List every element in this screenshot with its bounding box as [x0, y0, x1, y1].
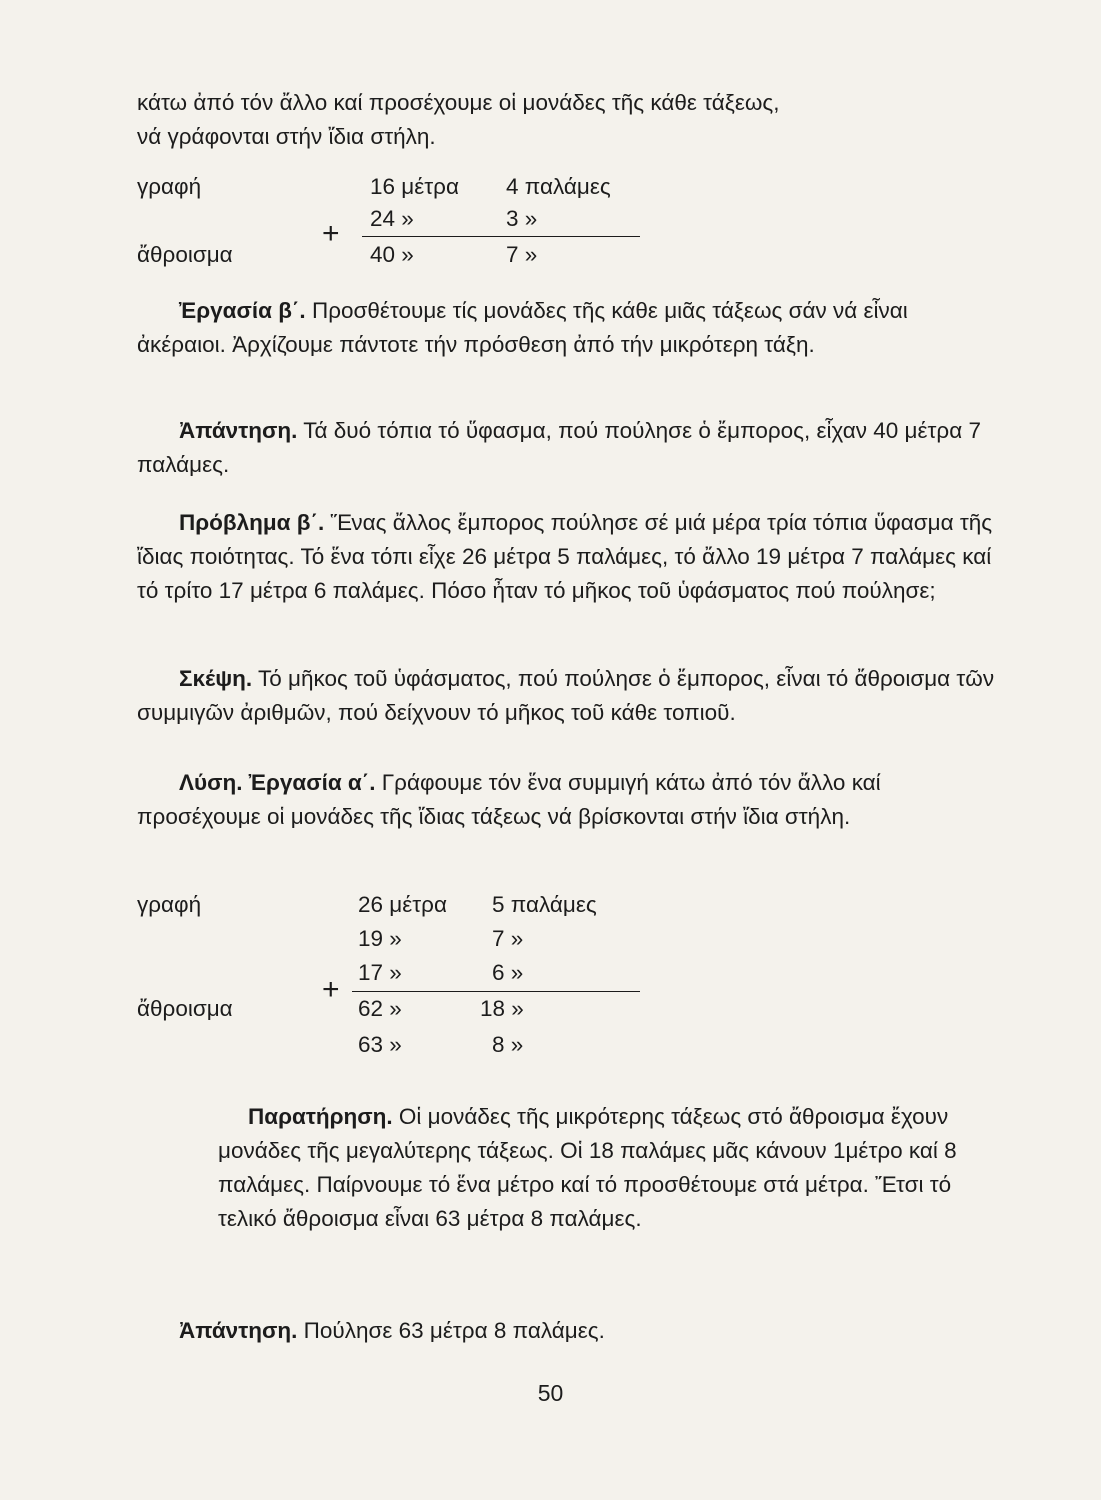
plus-sign: + [322, 217, 340, 250]
label-write-2: γραφή [137, 892, 202, 917]
heading-work-b: Ἐργασία β΄. [179, 298, 306, 323]
page-number: 50 [537, 1380, 564, 1406]
paragraph-solution [137, 766, 997, 834]
sum2-row1-palms: 5 παλάμες [492, 892, 597, 917]
sum-line-2 [352, 991, 640, 992]
sum-line [362, 236, 640, 237]
paragraph-continuation [137, 86, 997, 154]
sum2-row2-meters: 19 » [358, 926, 402, 951]
sum2-partial-palms: 18 » [480, 996, 524, 1021]
sum1-row1-meters: 16 μέτρα [370, 174, 459, 199]
sum2-partial-meters: 62 » [358, 996, 402, 1021]
heading-problem-b: Πρόβλημα β΄. [179, 510, 325, 535]
heading-answer-1: Ἀπάντηση. [179, 418, 298, 443]
text-work-b: Προσθέτουμε τίς μονάδες τῆς κάθε μιᾶς τάξεως σάν νά εἶναι ἀκέραιοι. Ἀρχίζουμε πάντοτε τήν πρόσθεση ἀπό τήν μικρότερη τάξη. [137, 298, 908, 357]
sum2-row1-meters: 26 μέτρα [358, 892, 447, 917]
text-thinking: Τό μῆκος τοῦ ὑφάσματος, πού πούλησε ὁ ἔμπορος, εἶναι τό ἄθροισμα τῶν συμμιγῶν ἀριθμῶν, πού δείχνουν τό μῆκος τοῦ κάθε τοπιοῦ. [137, 666, 995, 725]
heading-answer-2: Ἀπάντηση. [179, 1318, 298, 1343]
sum2-row3-meters: 17 » [358, 960, 402, 985]
paragraph-work-b [137, 294, 997, 362]
sum1-total-palms: 7 » [506, 242, 538, 267]
sum1-row2-palms: 3 » [506, 206, 538, 231]
text-observation: Οἱ μονάδες τῆς μικρότερης τάξεως στό ἄθροισμα ἔχουν μονάδες τῆς μεγαλύτερης τάξεως. Οἱ 18 παλάμες μᾶς κάνουν 1μέτρο καί 8 παλάμες. Παίρνουμε τό ἕνα μέτρο καί τό προσθέτουμε στά μέτρα. Ἔτσι τό τελικό ἄθροισμα εἶναι 63 μέτρα 8 παλάμες. [218, 1104, 957, 1231]
sum2-final-meters: 63 » [358, 1032, 402, 1057]
paragraph-problem-b [137, 506, 997, 608]
sum2-final-palms: 8 » [492, 1032, 524, 1057]
continuation-line-2: νά γράφονται στήν ἴδια στήλη. [137, 124, 436, 149]
paragraph-observation [218, 1100, 996, 1236]
sum1-row2-meters: 24 » [370, 206, 414, 231]
sum2-row3-palms: 6 » [492, 960, 524, 985]
heading-thinking: Σκέψη. [179, 666, 253, 691]
sum2-row2-palms: 7 » [492, 926, 524, 951]
sum1-total-meters: 40 » [370, 242, 414, 267]
heading-observation: Παρατήρηση. [248, 1104, 393, 1129]
text-solution: Γράφουμε τόν ἕνα συμμιγή κάτω ἀπό τόν ἄλλο καί προσέχουμε οἱ μονάδες τῆς ἴδιας τάξεως νά βρίσκονται στήν ἴδια στήλη. [137, 770, 881, 829]
paragraph-answer-1 [137, 414, 997, 482]
plus-sign-2: + [322, 973, 340, 1006]
label-sum: ἄθροισμα [137, 242, 233, 267]
sum1-row1-palms: 4 παλάμες [506, 174, 611, 199]
continuation-line-1: κάτω ἀπό τόν ἄλλο καί προσέχουμε οἱ μονάδες τῆς κάθε τάξεως, [137, 90, 780, 115]
text-answer-2: Πούλησε 63 μέτρα 8 παλάμες. [297, 1318, 605, 1343]
label-write: γραφή [137, 174, 202, 199]
label-sum-2: ἄθροισμα [137, 996, 233, 1021]
text-problem-b: Ἕνας ἄλλος ἔμπορος πούλησε σέ μιά μέρα τρία τόπια ὕφασμα τῆς ἴδιας ποιότητας. Τό ἕνα τόπι εἶχε 26 μέτρα 5 παλάμες, τό ἄλλο 19 μέτρα 7 παλάμες καί τό τρίτο 17 μέτρα 6 παλάμες. Πόσο ἦταν τό μῆκος τοῦ ὑφάσματος πού πούλησε; [137, 510, 993, 603]
text-answer-1: Τά δυό τόπια τό ὕφασμα, πού πούλησε ὁ ἔμπορος, εἶχαν 40 μέτρα 7 παλάμες. [137, 418, 981, 477]
paragraph-thinking [137, 662, 997, 730]
heading-solution: Λύση. Ἐργασία α΄. [179, 770, 376, 795]
paragraph-answer-2 [137, 1314, 997, 1348]
